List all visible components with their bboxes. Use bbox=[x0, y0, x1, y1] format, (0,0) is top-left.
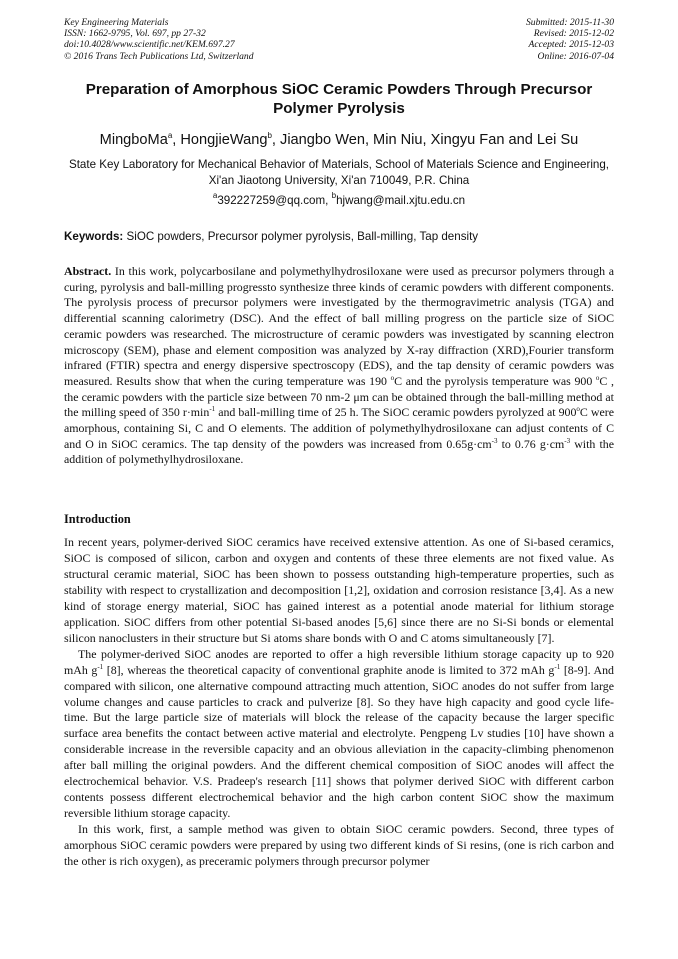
journal-info bbox=[64, 17, 254, 62]
text-run: to 0.76 g·cm bbox=[497, 436, 565, 451]
text-run: [8], whereas the theoretical capacity of conventional graphite anode is limited to 372 mAh g bbox=[103, 662, 555, 677]
abstract bbox=[64, 264, 614, 468]
date-online: Online: 2016-07-04 bbox=[537, 50, 614, 62]
introduction-paragraph bbox=[64, 647, 614, 822]
text-run: [8-9]. And compared with silicon, one alternative compound attracting much attention, SiOC anodes do not suffer from large volume changes and cause particles to crack and pulverize [8]. So they have high capacity and good cycle life-time. But the large particle size of materials will block the release of the capacity because the larger specific surface area benefits the contact between active material and electrolyte. Pengpeng Lv studies [10] have shown a considerable increase in the reversible capacity and an obvious alleviation in the capacity-climbing phenomenon after ball milling the original powders. And the different chemical composition of SiOC anodes will affect the electrochemical behavior. V.S. Pradeep's research [11] shows that polymer derived SiOC with different carbon contents possess different electrochemical behavior and the high carbon content SiOC show the maximum reversible lithium storage capacity. bbox=[64, 662, 614, 821]
author-list: MingboMa$^a$, HongjieWang$^b$, Jiangbo Wen, Min Niu, Xingyu Fan and Lei Su bbox=[99, 131, 579, 148]
journal-issn: ISSN: 1662-9795, Vol. 697, pp 27-32 bbox=[64, 28, 206, 40]
superscript: -1 bbox=[554, 662, 561, 671]
introduction-body bbox=[64, 535, 614, 870]
superscript: -1 bbox=[209, 405, 216, 414]
superscript: -3 bbox=[564, 436, 571, 445]
text-run: and ball-milling time of 25 h. The SiOC ceramic powders pyrolyzed at 900 bbox=[215, 405, 577, 420]
superscript: -3 bbox=[491, 436, 498, 445]
journal-doi[interactable]: doi:10.4028/www.scientific.net/KEM.697.27 bbox=[64, 39, 235, 51]
author-mark: b bbox=[267, 131, 272, 140]
introduction-paragraph bbox=[64, 535, 614, 647]
email-mark: a bbox=[212, 191, 218, 200]
author-name: Lei Su bbox=[536, 132, 579, 148]
date-accepted: Accepted: 2015-12-03 bbox=[528, 39, 614, 51]
text-run: In recent years, polymer-derived SiOC ceramics have received extensive attention. As one of Si-based ceramics, SiOC is composed of silicon, carbon and oxygen and contents of these three elements are not fixed value. As structural ceramic material, SiOC has been shown to possess outstanding high-temperature properties, such as stability with respect to crystallization and decomposition [1,2], oxidation and corrosion resistance [3,4]. As a new kind of storage energy material, SiOC has gained interest as a potential anode material for lithium storage application. SiOC differs from other potential Si-based anodes [5,6] since there are no Si-Si bonds or elemental silicon nanoclusters in their structure but Si atoms share bonds with O and C atoms simultaneously [7]. bbox=[64, 535, 614, 645]
text-run: The polymer-derived SiOC anodes are reported to offer a high reversible lithium storage capacity up to 920 mAh g bbox=[64, 646, 614, 677]
author-emails: $^a$392227259@qq.com, $^b$hjwang@mail.xjtu.edu.cn bbox=[212, 191, 466, 207]
superscript: o bbox=[390, 373, 395, 382]
author-name: MingboMa bbox=[99, 132, 168, 148]
date-submitted: Submitted: 2015-11-30 bbox=[525, 17, 614, 28]
author-mark: a bbox=[167, 131, 173, 140]
text-run: C were amorphous, containing Si, C and O elements. The addition of polymethylhydrosiloxane can adjust contents of C and O in SiOC ceramics. The tap density of the powders was increased from 0.65g·cm bbox=[64, 405, 614, 451]
superscript: -1 bbox=[97, 662, 104, 671]
affiliation: State Key Laboratory for Mechanical Behavior of Materials, School of Materials Science and Engineering, Xi'an Jiaotong University, Xi'an 710049, P.R. China bbox=[68, 158, 610, 187]
author-name: Min Niu bbox=[373, 132, 423, 148]
author-name: Xingyu Fan bbox=[430, 132, 505, 148]
journal-copyright: © 2016 Trans Tech Publications Ltd, Switzerland bbox=[64, 50, 254, 62]
introduction-heading: Introduction bbox=[64, 512, 131, 526]
email-mark: b bbox=[331, 191, 337, 200]
email-address[interactable]: 392227259@qq.com bbox=[217, 194, 326, 207]
text-run: In this work, first, a sample method was given to obtain SiOC ceramic powders. Second, three types of amorphous SiOC ceramic powders were prepared by using two different kinds of Si resins, (one is rich carbon and the other is rich oxygen), as preceramic polymers through precursor polymer bbox=[64, 822, 614, 869]
date-revised: Revised: 2015-12-02 bbox=[533, 28, 614, 40]
email-address[interactable]: hjwang@mail.xjtu.edu.cn bbox=[336, 194, 466, 207]
keywords-label: Keywords: bbox=[64, 230, 124, 243]
abstract-label: Abstract. bbox=[64, 264, 112, 278]
superscript: o bbox=[595, 373, 600, 382]
keywords-text: SiOC powders, Precursor polymer pyrolysis, Ball-milling, Tap density bbox=[126, 230, 479, 243]
journal-name: Key Engineering Materials bbox=[64, 17, 169, 28]
superscript: o bbox=[576, 405, 580, 414]
paper-title: Preparation of Amorphous SiOC Ceramic Powders Through Precursor Polymer Pyrolysis bbox=[85, 81, 593, 117]
text-run: C and the pyrolysis temperature was 900 bbox=[394, 373, 596, 388]
publication-dates bbox=[526, 17, 614, 62]
text-run: C , the ceramic powders with the particle size between 70 nm-2 μm can be obtained through the ball-milling method at the milling speed of 350 r·min bbox=[64, 373, 614, 420]
author-name: Jiangbo Wen bbox=[280, 132, 365, 148]
abstract-body bbox=[64, 264, 614, 466]
author-name: HongjieWang bbox=[180, 132, 268, 148]
text-run: In this work, polycarbosilane and polymethylhydrosiloxane were used as precursor polymers through a curing, pyrolysis and ball-milling progressto synthesize three kinds of ceramic powders with different components. The pyrolysis process of precursor polymers were investigated by the thermogravimetric analysis (TGA) and differential scanning calorimetry (DSC). And the effect of ball milling progress on the particle size of SiOC ceramic powders was researched. The microstructure of ceramic powders was investigated by scanning electron microscopy (SEM), phase and element composition was analyzed by X-ray diffraction (XRD),Fourier transform infrared (FTIR) spectra and energy dispersive spectroscopy (EDS), and the tap density of ceramic powders was measured. Results show that when the curing temperature was 190 bbox=[64, 264, 614, 388]
text-run: with the addition of polymethylhydrosiloxane. bbox=[64, 436, 614, 467]
keywords bbox=[64, 230, 614, 244]
introduction-paragraph bbox=[64, 822, 614, 870]
